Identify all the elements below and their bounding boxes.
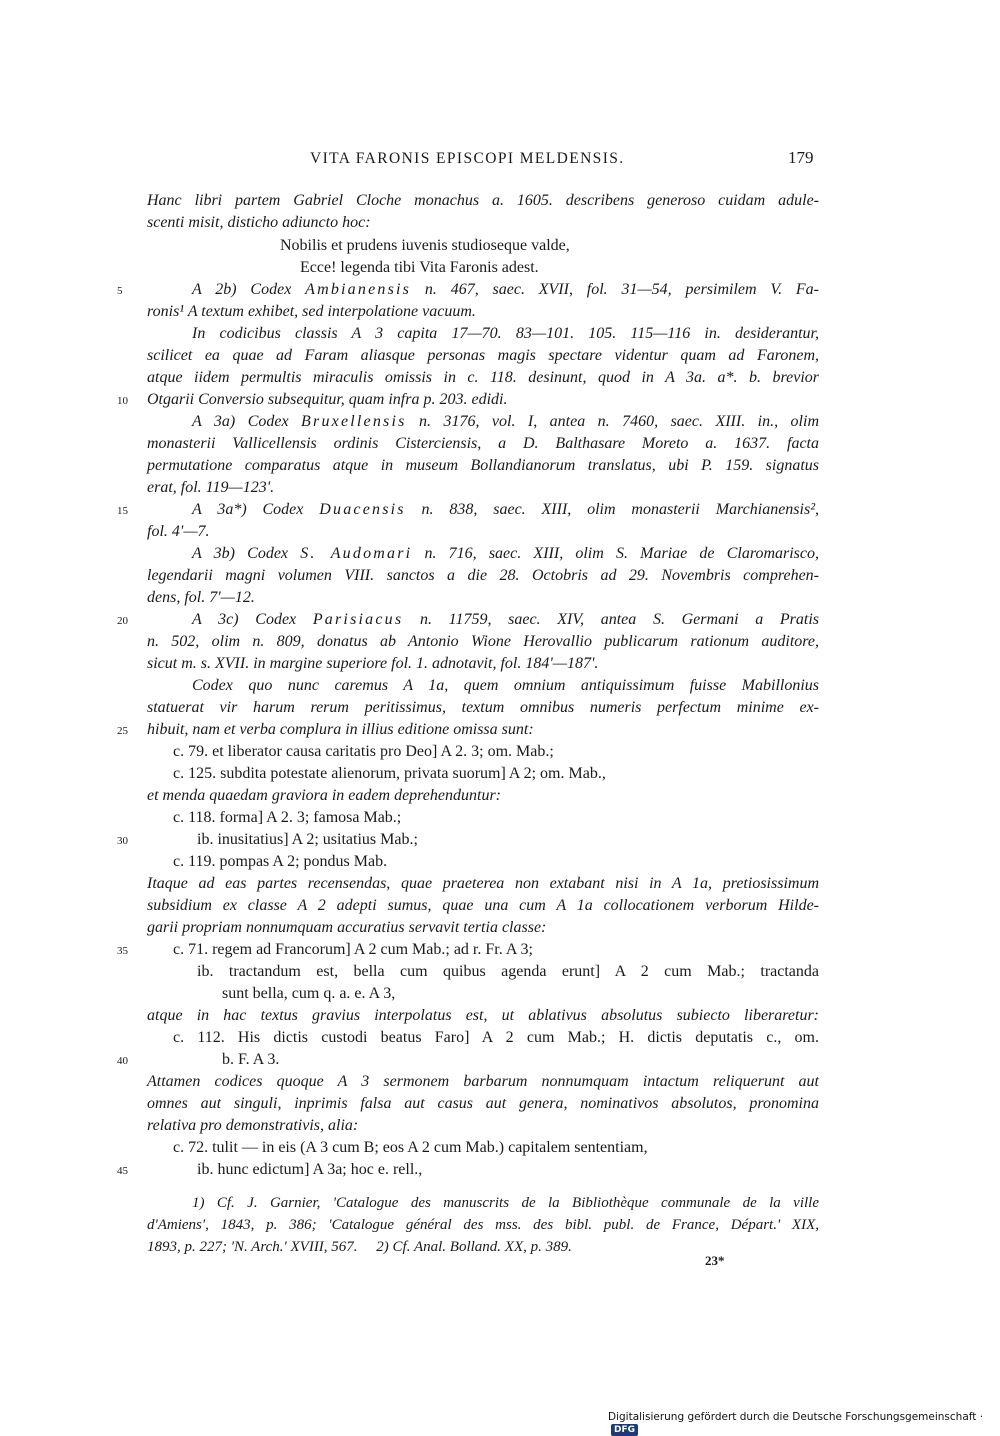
- text-line: relativa pro demonstrativis, alia:: [147, 1117, 359, 1134]
- text-line: subsidium ex classe A 2 adepti sumus, quae una cum A 1a collocationem verborum Hilde-: [147, 897, 819, 914]
- footnote-line: 1) Cf. J. Garnier, 'Catalogue des manuscrits de la Bibliothèque communale de la ville: [192, 1195, 819, 1211]
- text-line: erat, fol. 119—123'.: [147, 479, 275, 496]
- dfg-logo-icon: DFG: [611, 1424, 638, 1436]
- text-line: Attamen codices quoque A 3 sermonem barbarum nonnumquam intactum reliquerunt aut: [147, 1073, 819, 1090]
- variant-line: sunt bella, cum q. a. e. A 3,: [222, 985, 396, 1002]
- text-line: A 2b) Codex Ambianensis n. 467, saec. XVII, fol. 31—54, persimilem V. Fa-: [192, 281, 819, 298]
- text-line: ronis¹ A textum exhibet, sed interpolatione vacuum.: [147, 303, 476, 320]
- line-number: 35: [117, 945, 128, 957]
- funding-footer: [608, 1411, 1000, 1436]
- line-number: 40: [117, 1055, 128, 1067]
- text-line: legendarii magni volumen VIII. sanctos a die 28. Octobris ad 29. Novembris comprehen-: [147, 567, 819, 584]
- line-number: 25: [117, 725, 128, 737]
- variant-line: c. 119. pompas A 2; pondus Mab.: [173, 853, 388, 870]
- variant-line: c. 118. forma] A 2. 3; famosa Mab.;: [173, 809, 402, 826]
- text-line: hibuit, nam et verba complura in illius editione omissa sunt:: [147, 721, 534, 738]
- text-line: atque in hac textus gravius interpolatus est, ut ablativus absolutus subiecto liberaretur:: [147, 1007, 819, 1024]
- verse-line: Ecce! legenda tibi Vita Faronis adest.: [300, 259, 539, 276]
- variant-line: c. 71. regem ad Francorum] A 2 cum Mab.; ad r. Fr. A 3;: [173, 941, 533, 958]
- text-line: A 3c) Codex Parisiacus n. 11759, saec. XIV, antea S. Germani a Pratis: [192, 611, 819, 628]
- text-line: permutatione comparatus atque in museum Bollandianorum translatus, ubi P. 159. signatus: [147, 457, 819, 474]
- variant-line: ib. tractandum est, bella cum quibus agenda erunt] A 2 cum Mab.; tractanda: [197, 963, 819, 980]
- line-number: 5: [117, 285, 123, 297]
- text-line: scilicet ea quae ad Faram aliasque personas magis spectare videntur quam ad Faronem,: [147, 347, 819, 364]
- text-line: n. 502, olim n. 809, donatus ab Antonio Wione Herovallio publicarum rationum auditore,: [147, 633, 819, 650]
- funding-text: Digitalisierung gefördert durch die Deutsche Forschungsgemeinschaft ·: [608, 1411, 984, 1423]
- variant-line: b. F. A 3.: [222, 1051, 280, 1068]
- line-number: 45: [117, 1165, 128, 1177]
- text-line: Otgarii Conversio subsequitur, quam infra p. 203. edidi.: [147, 391, 508, 408]
- running-title: VITA FARONIS EPISCOPI MELDENSIS.: [310, 150, 625, 167]
- variant-line: ib. inusitatius] A 2; usitatius Mab.;: [197, 831, 418, 848]
- signature-mark: 23*: [705, 1253, 725, 1268]
- text-line: In codicibus classis A 3 capita 17—70. 83—101. 105. 115—116 in. desiderantur,: [192, 325, 819, 342]
- text-line: monasterii Vallicellensis ordinis Cisterciensis, a D. Balthasare Moreto a. 1637. facta: [147, 435, 819, 452]
- footnote-line: 1893, p. 227; 'N. Arch.' XVIII, 567. 2) Cf. Anal. Bolland. XX, p. 389.: [147, 1239, 572, 1255]
- variant-line: c. 125. subdita potestate alienorum, privata suorum] A 2; om. Mab.,: [173, 765, 606, 782]
- verse-line: Nobilis et prudens iuvenis studioseque valde,: [280, 237, 570, 254]
- text-line: Hanc libri partem Gabriel Cloche monachus a. 1605. describens generoso cuidam adule-: [147, 192, 819, 209]
- text-line: statuerat vir harum rerum peritissimus, textum omnibus numeris perfectum minime ex-: [147, 699, 819, 716]
- text-line: atque iidem permultis miraculis omissis in c. 118. desinunt, quod in A 3a. a*. b. brevior: [147, 369, 819, 386]
- text-line: Itaque ad eas partes recensendas, quae praeterea non extabant nisi in A 1a, pretiosissimum: [147, 875, 819, 892]
- text-line: scenti misit, disticho adiuncto hoc:: [147, 214, 371, 231]
- text-line: A 3a) Codex Bruxellensis n. 3176, vol. I, antea n. 7460, saec. XIII. in., olim: [192, 413, 820, 430]
- text-line: et menda quaedam graviora in eadem deprehenduntur:: [147, 787, 501, 804]
- page-number: 179: [788, 148, 814, 167]
- variant-line: c. 72. tulit — in eis (A 3 cum B; eos A 2 cum Mab.) capitalem sententiam,: [173, 1139, 648, 1156]
- text-line: dens, fol. 7'—12.: [147, 589, 255, 606]
- variant-line: ib. hunc edictum] A 3a; hoc e. rell.,: [197, 1161, 423, 1178]
- text-line: fol. 4'—7.: [147, 523, 210, 540]
- footnote-line: d'Amiens', 1843, p. 386; 'Catalogue général des mss. des bibl. publ. de France, Départ.' XIX,: [147, 1217, 819, 1233]
- line-number: 10: [117, 395, 128, 407]
- text-line: sicut m. s. XVII. in margine superiore fol. 1. adnotavit, fol. 184'—187'.: [147, 655, 599, 672]
- text-line: A 3b) Codex S. Audomari n. 716, saec. XIII, olim S. Mariae de Claromarisco,: [192, 545, 820, 562]
- line-number: 30: [117, 835, 128, 847]
- text-line: Codex quo nunc caremus A 1a, quem omnium antiquissimum fuisse Mabillonius: [192, 677, 819, 694]
- line-number: 20: [117, 615, 128, 627]
- text-line: omnes aut singuli, inprimis falsa aut casus aut genera, nominativos absolutos, pronomina: [147, 1095, 819, 1112]
- text-line: garii propriam nonnumquam accuratius servavit tertia classe:: [147, 919, 547, 936]
- line-number: 15: [117, 505, 128, 517]
- variant-line: c. 79. et liberator causa caritatis pro Deo] A 2. 3; om. Mab.;: [173, 743, 554, 760]
- variant-line: c. 112. His dictis custodi beatus Faro] A 2 cum Mab.; H. dictis deputatis c., om.: [173, 1029, 819, 1046]
- text-line: A 3a*) Codex Duacensis n. 838, saec. XIII, olim monasterii Marchianensis²,: [192, 501, 820, 518]
